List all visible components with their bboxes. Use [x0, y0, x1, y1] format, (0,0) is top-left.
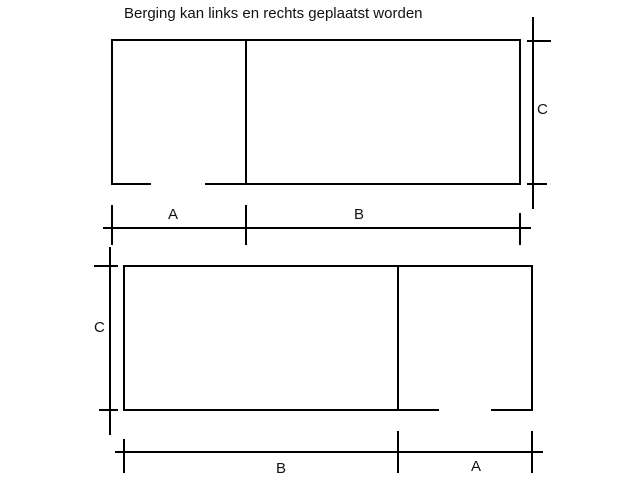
diagram-caption: Berging kan links en rechts geplaatst worden — [124, 5, 423, 22]
top-dimension-c — [528, 18, 550, 208]
bottom-dim-c-label: C — [94, 319, 105, 336]
top-floor-plan — [104, 18, 550, 244]
top-dim-b-label: B — [354, 206, 365, 223]
bottom-dim-b-label: B — [276, 460, 287, 477]
top-dim-a-label: A — [168, 206, 179, 223]
bottom-dimension-ab — [116, 432, 542, 477]
bottom-dim-a-label: A — [471, 458, 482, 475]
bottom-outline — [124, 266, 532, 410]
bottom-floor-plan — [94, 248, 542, 477]
bottom-dimension-c — [94, 248, 117, 434]
top-dim-c-label: C — [537, 101, 548, 118]
top-dimension-ab — [104, 206, 530, 244]
top-outline — [112, 40, 520, 184]
